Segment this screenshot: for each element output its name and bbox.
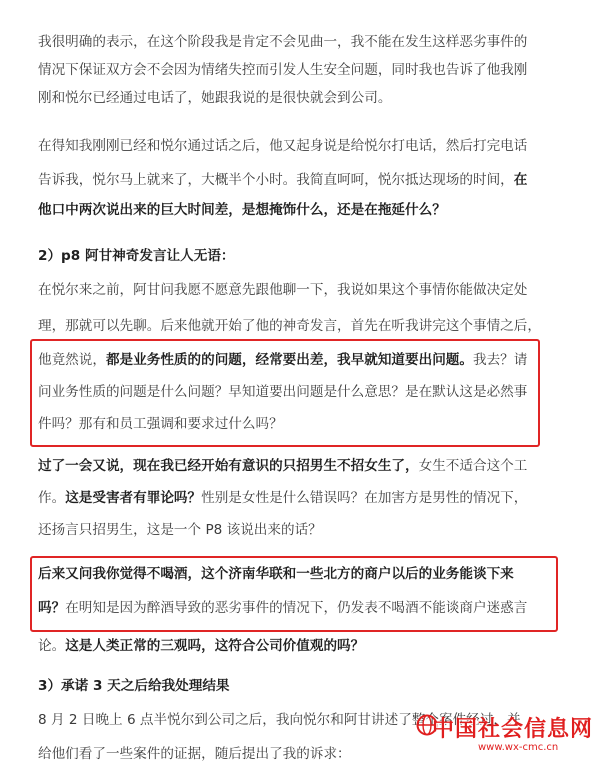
paragraph-4-line-1-text: 女生不适合这个工 bbox=[418, 458, 528, 474]
section-heading-2: 2）p8 阿甘神奇发言让人无语： bbox=[38, 248, 235, 264]
paragraph-4-line-2-text-a: 作。 bbox=[38, 490, 66, 506]
paragraph-5-line-2-emphasis: 吗？ bbox=[38, 600, 66, 616]
paragraph-6-line-1: 8 月 2 日晚上 6 点半悦尔到公司之后，我向悦尔和阿甘讲述了整个案件经过，并 bbox=[38, 712, 521, 728]
paragraph-4-line-2-text-b: 性别是女性是什么错误吗？在加害方是男性的情况下， bbox=[201, 490, 528, 506]
paragraph-6-line-2: 给他们看了一些案件的证据，随后提出了我的诉求： bbox=[38, 746, 351, 762]
paragraph-4-line-1-emphasis: 过了一会又说，现在我已经开始有意识的只招男生不招女生了， bbox=[38, 458, 419, 474]
paragraph-3-line-1: 在悦尔来之前，阿甘问我愿不愿意先跟他聊一下，我说如果这个事情你能做决定处 bbox=[38, 282, 528, 298]
paragraph-4-line-2-emphasis: 这是受害者有罪论吗？ bbox=[65, 490, 202, 506]
paragraph-2-line-2 bbox=[38, 170, 568, 190]
paragraph-1-line-2: 情况下保证双方会不会因为情绪失控而引发人生安全问题，同时我也告诉了他我刚 bbox=[38, 62, 528, 78]
section-heading-3: 3）承诺 3 天之后给我处理结果 bbox=[38, 678, 230, 694]
paragraph-3-line-3-text-b: 我去？请 bbox=[473, 352, 528, 368]
paragraph-5-line-2 bbox=[38, 598, 568, 618]
paragraph-5-line-2-text: 在明知是因为醉酒导致的恶劣事件的情况下，仍发表不喝酒不能谈商户迷惑言 bbox=[65, 600, 528, 616]
paragraph-2-line-2-emphasis: 在 bbox=[513, 172, 528, 188]
paragraph-2-line-1: 在得知我刚刚已经和悦尔通过话之后，他又起身说是给悦尔打电话，然后打完电话 bbox=[38, 138, 528, 154]
paragraph-2-line-2-text: 告诉我，悦尔马上就来了，大概半个小时。我简直呵呵，悦尔抵达现场的时间， bbox=[38, 172, 514, 188]
paragraph-5-line-3-emphasis: 这是人类正常的三观吗，这符合公司价值观的吗？ bbox=[65, 638, 365, 654]
watermark-title: 中国社会信息网 bbox=[432, 717, 594, 742]
watermark-url: www.wx-cmc.cn bbox=[478, 742, 559, 753]
paragraph-4-line-1 bbox=[38, 456, 568, 476]
paragraph-4-line-3: 还扬言只招男生，这是一个 P8 该说出来的话？ bbox=[38, 522, 322, 538]
paragraph-3-line-2: 理，那就可以先聊。后来他就开始了他的神奇发言，首先在听我讲完这个事情之后， bbox=[38, 318, 541, 334]
paragraph-3-line-3-emphasis: 都是业务性质的的问题，经常要出差，我早就知道要出问题。 bbox=[105, 352, 473, 368]
paragraph-1-line-3: 刚和悦尔已经通过电话了，她跟我说的是很快就会到公司。 bbox=[38, 90, 392, 106]
paragraph-4-line-2 bbox=[38, 488, 568, 508]
paragraph-5-line-1-emphasis: 后来又问我你觉得不喝酒，这个济南华联和一些北方的商户以后的业务能谈下来 bbox=[38, 566, 514, 582]
paragraph-2-line-3-emphasis: 他口中两次说出来的巨大时间差，是想掩饰什么，还是在拖延什么？ bbox=[38, 202, 446, 218]
paragraph-5-line-3 bbox=[38, 636, 568, 656]
paragraph-3-line-5: 件吗？那有和员工强调和要求过什么吗？ bbox=[38, 416, 283, 432]
paragraph-1-line-1: 我很明确的表示，在这个阶段我是肯定不会见曲一，我不能在发生这样恶劣事件的 bbox=[38, 34, 528, 50]
paragraph-3-line-3 bbox=[38, 350, 568, 370]
paragraph-3-line-4: 问业务性质的问题是什么问题？早知道要出问题是什么意思？是在默认这是必然事 bbox=[38, 384, 528, 400]
paragraph-5-line-3-text: 论。 bbox=[38, 638, 66, 654]
watermark bbox=[416, 708, 596, 768]
paragraph-3-line-3-text-a: 他竟然说， bbox=[38, 352, 106, 368]
